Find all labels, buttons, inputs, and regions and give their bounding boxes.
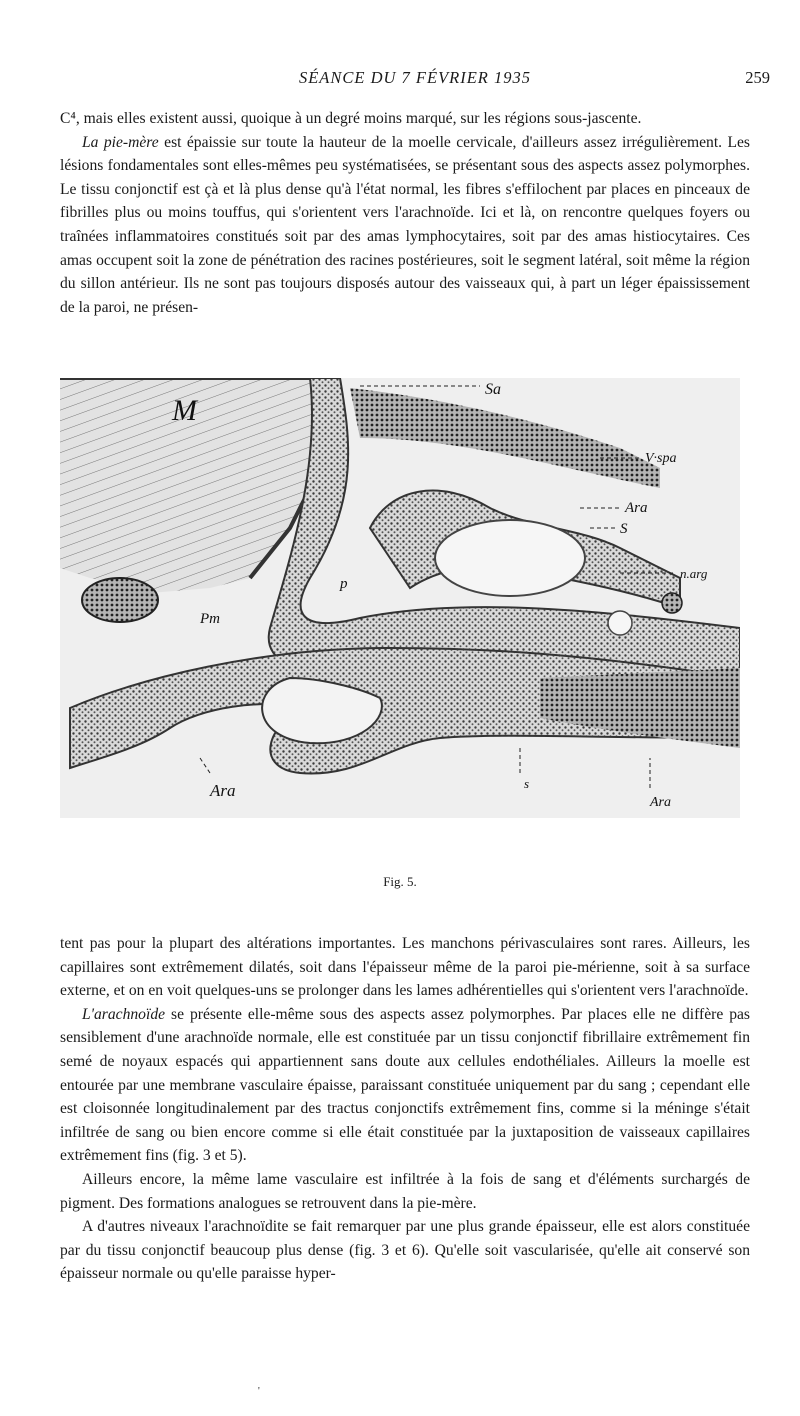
paragraph-body: se présente elle-même sous des aspects assez polymorphes. Par places elle ne diffère pas sensiblement d'une arachnoïde normale, elle est constituée par un tissu conjonctif fibrillaire extrêmement fin semé de noyaux espacés qui appartiennent sans doute aux cellules endothéliales. Ailleurs la moelle est entourée par une membrane vasculaire épaisse, paraissant constituée uniquement par du sang ; cependant elle est cloisonnée longitudinalement par des tractus conjonctifs extrêmement fins, comme si la méninge s'était infiltrée de sang ou bien encore comme si elle était constituée par la juxtaposition de vaisseaux capillaires extrêmement fins (fig. 3 et 5). bbox=[60, 1005, 750, 1165]
paragraph: C⁴, mais elles existent aussi, quoique à un degré moins marqué, sur les régions sous-jascente. bbox=[60, 110, 642, 127]
paragraph-body: est épaissie sur toute la hauteur de la moelle cervicale, d'ailleurs assez irrégulièrement. Les lésions fondamentales sont elles-mêmes peu systématisées, se présentant sous des aspects assez polymorphes. Le tissu conjonctif est çà et là plus dense qu'à l'état normal, les fibres s'effilochent par places en pinceaux de fibrilles plus ou moins touffus, qui s'orientent vers l'arachnoïde. Ici et là, on rencontre quelques foyers ou traînées inflammatoires constitués soit par des amas lymphocytaires, soit par des amas histiocytaires. Ces amas occupent soit la zone de pénétration des racines postérieures, soit le segment latéral, soit même la région du sillon antérieur. Ils ne sont pas toujours disposés autour des vaisseaux qui, à part un léger épaississement de la paroi, ne présen- bbox=[60, 133, 750, 316]
label-p: p bbox=[340, 576, 348, 592]
label-Sa: Sa bbox=[485, 381, 501, 398]
label-n-arg: n.arg bbox=[680, 566, 708, 581]
paragraph bbox=[60, 1003, 750, 1168]
paragraph-lead: La pie-mère bbox=[82, 133, 159, 151]
label-M: M bbox=[172, 394, 197, 427]
running-title: SÉANCE DU 7 FÉVRIER 1935 bbox=[298, 68, 532, 87]
label-Ara-right: Ara bbox=[625, 500, 648, 516]
paragraph bbox=[60, 131, 750, 320]
label-Ara-bottom-left: Ara bbox=[210, 781, 236, 800]
figure-caption: Fig. 5. bbox=[383, 874, 417, 889]
page-number: 259 bbox=[745, 68, 770, 87]
footer-mark: ' bbox=[258, 1386, 260, 1397]
paragraph: Ailleurs encore, la même lame vasculaire est infiltrée à la fois de sang et d'éléments surchargés de pigment. Des formations analogues se retrouvent dans la pie-mère. bbox=[60, 1170, 750, 1212]
label-S-right: S bbox=[620, 521, 628, 537]
figure-histology bbox=[60, 378, 740, 818]
paragraph-lead: L'arachnoïde bbox=[82, 1005, 166, 1023]
label-s-bottom: s bbox=[524, 776, 530, 791]
text-block-top bbox=[60, 107, 750, 319]
page-header bbox=[60, 68, 770, 92]
paragraph: A d'autres niveaux l'arachnoïdite se fait remarquer par une plus grande épaisseur, elle est alors constituée par du tissu conjonctif beaucoup plus dense (fig. 3 et 6). Qu'elle soit vascularisée, qu'elle ait conservé son épaisseur normale ou qu'elle paraisse hyper- bbox=[60, 1218, 750, 1283]
histology-drawing bbox=[60, 378, 740, 818]
text-block-bottom bbox=[60, 932, 750, 1286]
label-V-spa: V·spa bbox=[645, 451, 677, 466]
label-Ara-bottom-right: Ara bbox=[650, 795, 671, 810]
label-Pm: Pm bbox=[200, 611, 220, 627]
paragraph: tent pas pour la plupart des altérations importantes. Les manchons périvasculaires sont rares. Ailleurs, les capillaires sont extrêmement dilatés, soit dans l'épaisseur même de la paroi pie-mérienne, soit à sa surface externe, et on en voit quelques-uns se prolonger dans les lames adhérentielles qui s'orientent vers l'arachnoïde. bbox=[60, 935, 750, 1000]
